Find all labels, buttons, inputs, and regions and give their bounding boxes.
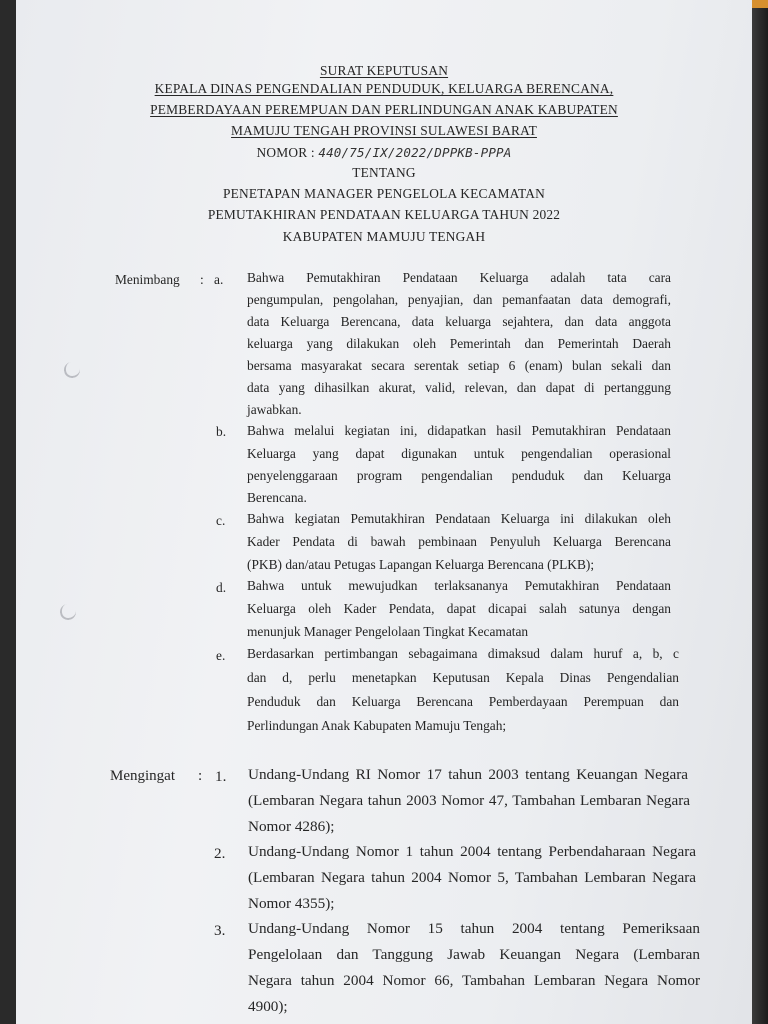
subject-line-2: PEMUTAKHIRAN PENDATAAN KELUARGA TAHUN 2022	[207, 207, 561, 222]
nomor-label: NOMOR :	[256, 145, 319, 160]
mengingat-1-line: (Lembaran Negara tahun 2003 Nomor 47, Tambahan Lembaran Negara	[248, 792, 690, 809]
menimbang-marker-c: c.	[216, 513, 226, 528]
mengingat-marker-3: 3.	[214, 922, 226, 939]
tentang-heading: TENTANG	[352, 165, 416, 180]
menimbang-a-line: jawabkan.	[247, 402, 302, 417]
menimbang-a-line: data Keluarga Berencana, data keluarga sejahtera, dan data anggota	[247, 314, 671, 329]
menimbang-e-line: Penduduk dan Keluarga Berencana Pemberdayaan Perempuan dan	[247, 694, 679, 709]
menimbang-b-line: penyelenggaraan program pengendalian penduduk dan Keluarga	[247, 468, 671, 483]
issuer-line-1: KEPALA DINAS PENGENDALIAN PENDUDUK, KELUARGA BERENCANA,	[154, 81, 614, 96]
menimbang-b-line: Bahwa melalui kegiatan ini, didapatkan hasil Pemutakhiran Pendataan	[247, 423, 671, 438]
menimbang-marker-b: b.	[216, 424, 227, 439]
mengingat-2-line: (Lembaran Negara tahun 2004 Nomor 5, Tambahan Lembaran Negara	[248, 869, 696, 886]
issuer-line-3: MAMUJU TENGAH PROVINSI SULAWESI BARAT	[231, 123, 537, 138]
menimbang-label: Menimbang	[115, 272, 180, 287]
mengingat-1-line: Undang-Undang RI Nomor 17 tahun 2003 tentang Keuangan Negara	[248, 766, 688, 783]
punch-hole-mark	[59, 603, 78, 622]
mengingat-3-line: Negara tahun 2004 Nomor 66, Tambahan Lembaran Negara Nomor	[248, 972, 700, 989]
menimbang-c-line: Bahwa kegiatan Pemutakhiran Pendataan Keluarga ini dilakukan oleh	[247, 511, 671, 526]
menimbang-marker-e: e.	[216, 648, 226, 663]
mengingat-3-line: Undang-Undang Nomor 15 tahun 2004 tentang Pemeriksaan	[248, 920, 700, 937]
nomor-value: 440/75/IX/2022/DPPKB-PPPA	[318, 145, 512, 160]
menimbang-b-line: Keluarga yang dapat digunakan untuk pengendalian operasional	[247, 446, 671, 461]
menimbang-e-line: Perlindungan Anak Kabupaten Mamuju Tengah;	[247, 718, 507, 733]
nomor-line	[0, 145, 768, 161]
subject-line-1: PENETAPAN MANAGER PENGELOLA KECAMATAN	[222, 186, 546, 201]
issuer-line-2: PEMBERDAYAAN PEREMPUAN DAN PERLINDUNGAN ANAK KABUPATEN	[150, 102, 618, 117]
menimbang-d-line: menunjuk Manager Pengelolaan Tingkat Kecamatan	[247, 624, 529, 639]
menimbang-a-line: Bahwa Pemutakhiran Pendataan Keluarga adalah tata cara	[247, 270, 671, 285]
mengingat-colon: :	[198, 768, 203, 784]
punch-hole-mark	[63, 361, 82, 380]
menimbang-c-line: (PKB) dan/atau Petugas Lapangan Keluarga Berencana (PLKB);	[247, 557, 595, 572]
menimbang-c-line: Kader Pendata di bawah pembinaan Penyuluh Keluarga Berencana	[247, 534, 671, 549]
background-corner	[752, 0, 768, 8]
menimbang-marker-d: d.	[216, 580, 227, 595]
mengingat-1-line: Nomor 4286);	[248, 818, 335, 835]
mengingat-3-line: 4900);	[248, 998, 288, 1015]
menimbang-b-line: Berencana.	[247, 490, 307, 505]
document-title: SURAT KEPUTUSAN	[319, 63, 449, 78]
menimbang-e-line: dan d, perlu menetapkan Keputusan Kepala Dinas Pengendalian	[247, 670, 679, 685]
menimbang-colon: :	[200, 272, 204, 287]
mengingat-2-line: Undang-Undang Nomor 1 tahun 2004 tentang Perbendaharaan Negara	[248, 843, 696, 860]
menimbang-a-line: bersama masyarakat secara serentak setiap 6 (enam) bulan sekali dan	[247, 358, 671, 373]
menimbang-a-line: data yang dihasilkan akurat, valid, relevan, dan dapat di pertanggung	[247, 380, 671, 395]
menimbang-d-line: Bahwa untuk mewujudkan terlaksananya Pemutakhiran Pendataan	[247, 578, 671, 593]
mengingat-2-line: Nomor 4355);	[248, 895, 335, 912]
mengingat-marker-2: 2.	[214, 845, 226, 862]
menimbang-e-line: Berdasarkan pertimbangan sebagaimana dimaksud dalam huruf a, b, c	[247, 646, 679, 661]
mengingat-label: Mengingat	[110, 768, 175, 784]
mengingat-3-line: Pengelolaan dan Tanggung Jawab Keuangan Negara (Lembaran	[248, 946, 700, 963]
menimbang-a-line: pengumpulan, pengolahan, penyajian, dan pemanfaatan data demografi,	[247, 292, 671, 307]
menimbang-d-line: Keluarga oleh Kader Pendata, dapat dicapai salah satunya dengan	[247, 601, 671, 616]
menimbang-a-line: keluarga yang dilakukan oleh Pemerintah dan Pemerintah Daerah	[247, 336, 671, 351]
subject-line-3: KABUPATEN MAMUJU TENGAH	[282, 229, 486, 244]
mengingat-marker-1: 1.	[215, 768, 227, 785]
menimbang-marker-a: a.	[214, 272, 224, 287]
